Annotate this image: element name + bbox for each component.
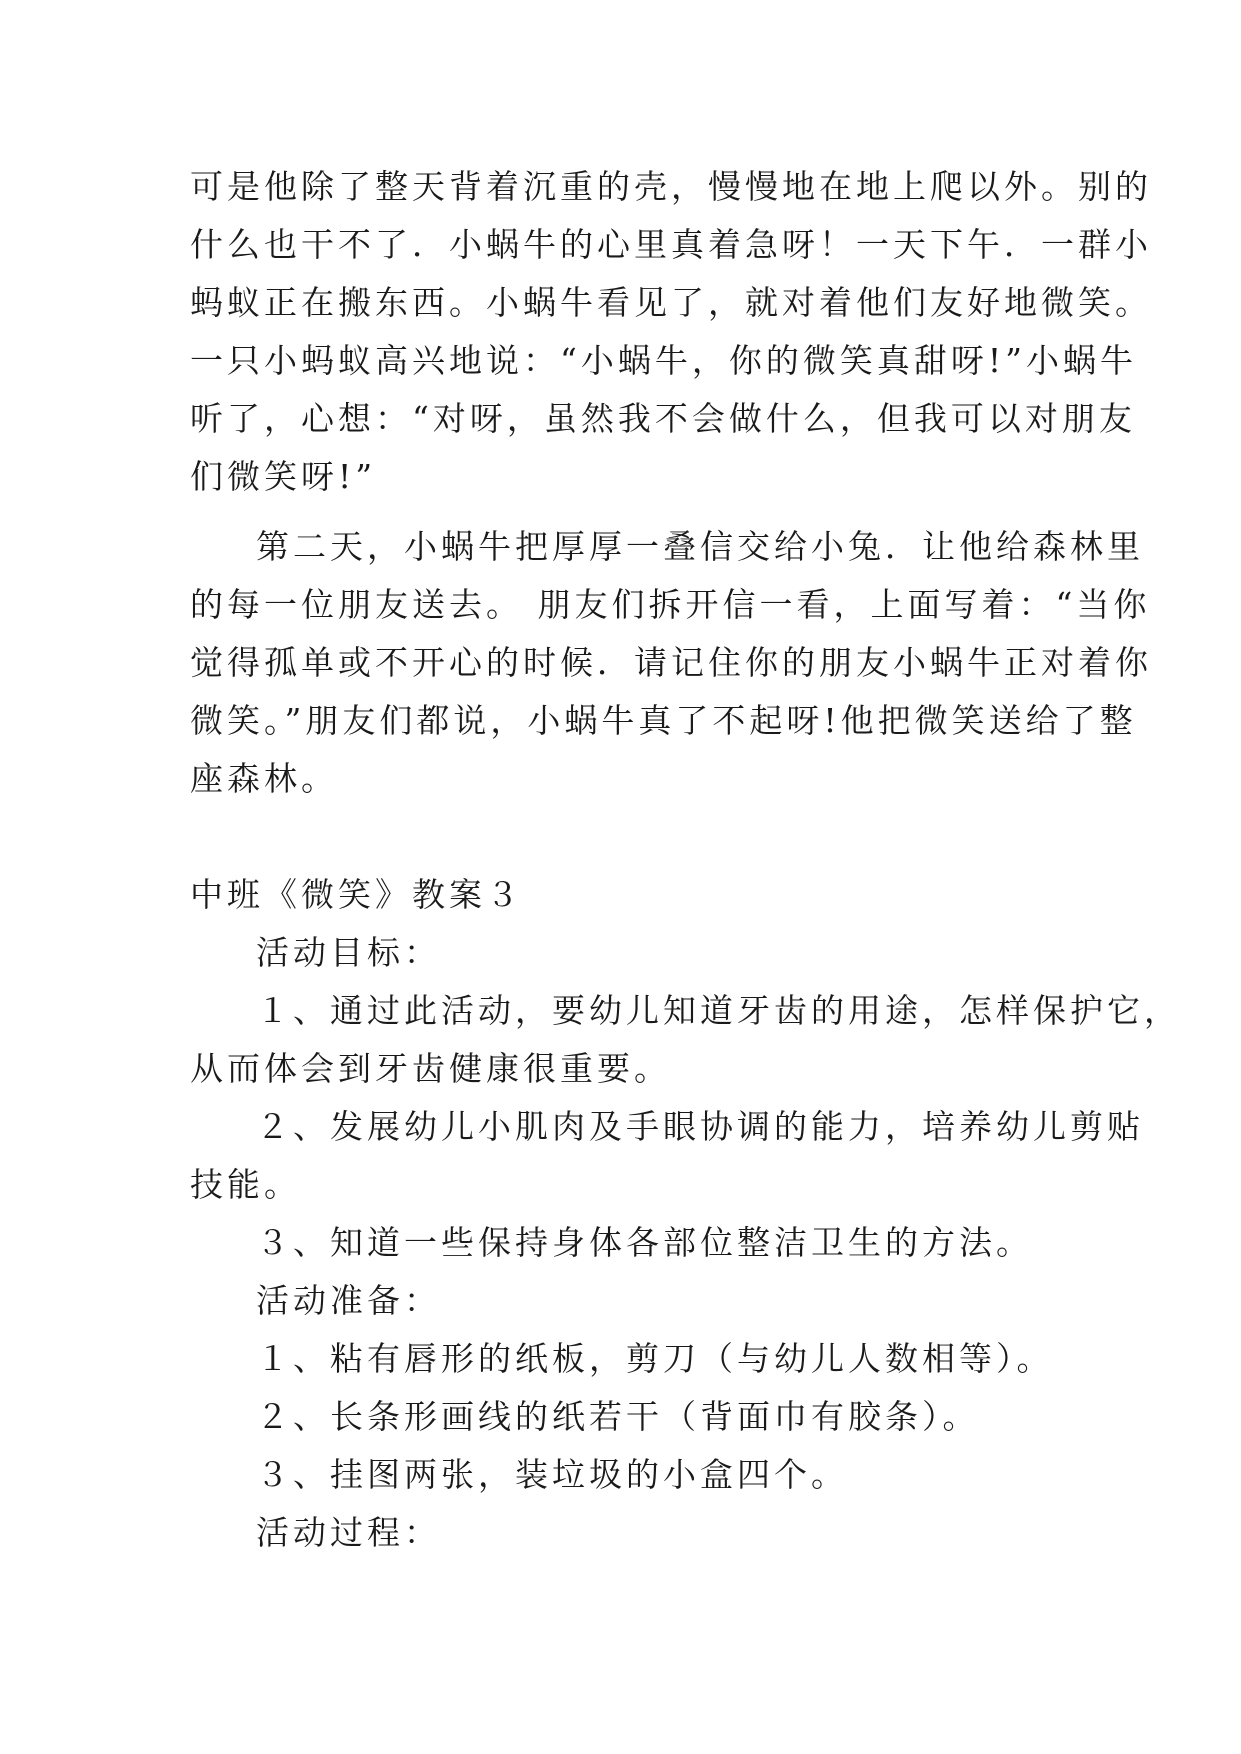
goal-1-line-1: １、通过此活动，要幼儿知道牙齿的用途，怎样保护它，	[256, 991, 1181, 1030]
story-line-5: 听了，心想：“对呀，虽然我不会做什么，但我可以对朋友	[190, 399, 1136, 438]
story2-line-5: 座森林。	[190, 759, 338, 798]
paragraph-gap	[190, 506, 1070, 518]
prep-2: ２、长条形画线的纸若干（背面巾有胶条）。	[256, 1397, 980, 1436]
prep-3: ３、挂图两张，装垃圾的小盒四个。	[256, 1455, 848, 1494]
story-line-2: 什么也干不了．小蜗牛的心里真着急呀！一天下午．一群小	[190, 225, 1152, 264]
goal-2-line-2: 技能。	[190, 1165, 301, 1204]
lesson-title: 中班《微笑》教案３	[190, 875, 523, 914]
goals-heading: 活动目标：	[256, 933, 441, 972]
prep-heading: 活动准备：	[256, 1281, 441, 1320]
document-page	[190, 158, 1181, 1562]
section-gap	[190, 808, 1070, 866]
story-line-4: 一只小蚂蚁高兴地说：“小蜗牛，你的微笑真甜呀!”小蜗牛	[190, 341, 1138, 380]
story-line-1: 可是他除了整天背着沉重的壳，慢慢地在地上爬以外。别的	[190, 167, 1152, 206]
story-line-6: 们微笑呀!”	[190, 457, 377, 496]
goal-1-line-2: 从而体会到牙齿健康很重要。	[190, 1049, 671, 1088]
story-line-3: 蚂蚁正在搬东西。小蜗牛看见了，就对着他们友好地微笑。	[190, 283, 1152, 322]
story2-line-4: 微笑。”朋友们都说，小蜗牛真了不起呀!他把微笑送给了整	[190, 701, 1137, 740]
story2-line-1: 第二天，小蜗牛把厚厚一叠信交给小兔．让他给森林里	[256, 527, 1144, 566]
story2-line-2: 的每一位朋友送去。 朋友们拆开信一看，上面写着：“当你	[190, 585, 1151, 624]
process-heading: 活动过程：	[256, 1513, 441, 1552]
prep-1: １、粘有唇形的纸板，剪刀（与幼儿人数相等）。	[256, 1339, 1054, 1378]
story2-line-3: 觉得孤单或不开心的时候．请记住你的朋友小蜗牛正对着你	[190, 643, 1152, 682]
goal-3: ３、知道一些保持身体各部位整洁卫生的方法。	[256, 1223, 1033, 1262]
goal-2-line-1: ２、发展幼儿小肌肉及手眼协调的能力，培养幼儿剪贴	[256, 1107, 1144, 1146]
